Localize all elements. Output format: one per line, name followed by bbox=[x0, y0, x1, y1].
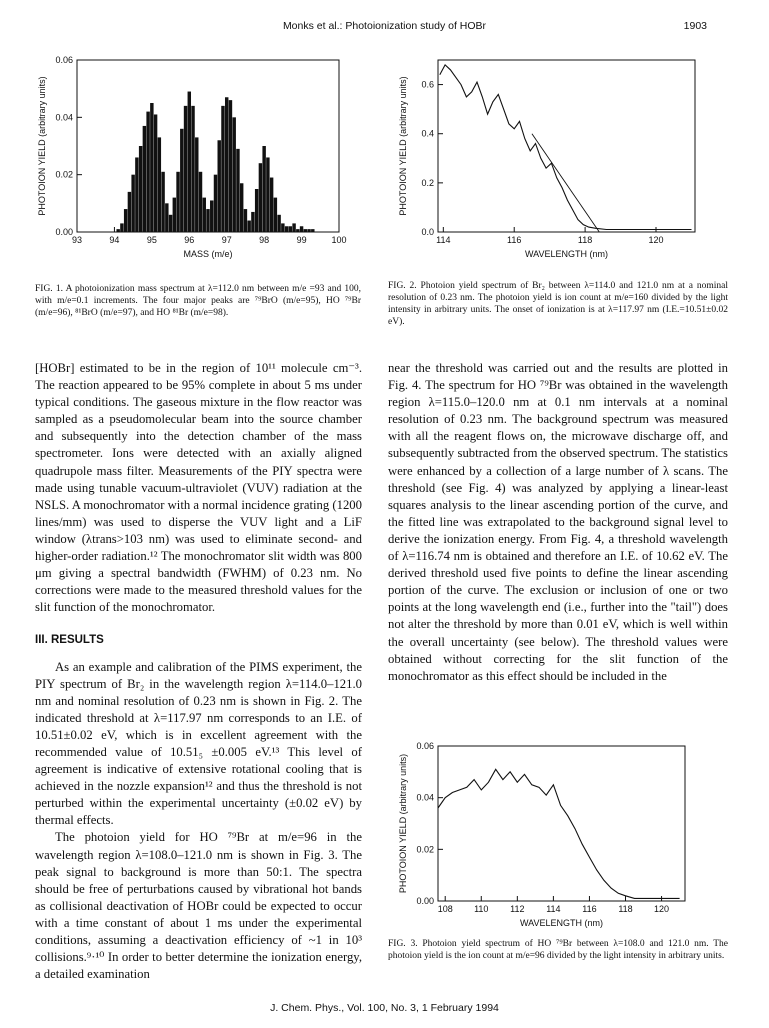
y-tick-label: 0.6 bbox=[421, 79, 434, 90]
plot-frame bbox=[438, 60, 695, 232]
bar bbox=[176, 172, 179, 232]
y-axis-label: PHOTOION YIELD (arbitrary units) bbox=[398, 76, 408, 216]
y-tick-label: 0.4 bbox=[421, 128, 434, 139]
bar bbox=[188, 92, 191, 232]
x-tick-label: 120 bbox=[648, 235, 664, 245]
bar bbox=[180, 129, 183, 232]
bar bbox=[236, 149, 239, 232]
left-text-column bbox=[35, 360, 362, 983]
x-tick-label: 99 bbox=[296, 235, 307, 245]
bar bbox=[289, 226, 292, 232]
bar bbox=[229, 100, 232, 232]
x-axis-label: MASS (m/e) bbox=[183, 249, 233, 259]
y-tick-label: 0.2 bbox=[421, 177, 434, 188]
bar bbox=[277, 215, 280, 232]
bar bbox=[232, 117, 235, 232]
y-axis-label: PHOTOION YIELD (arbitrary units) bbox=[37, 76, 47, 216]
bar bbox=[247, 221, 250, 232]
fig3-svg bbox=[395, 738, 725, 938]
bar bbox=[300, 226, 303, 232]
bar bbox=[307, 229, 310, 232]
x-tick-label: 114 bbox=[546, 904, 561, 914]
data-line bbox=[438, 769, 680, 898]
threshold-fit-line bbox=[532, 134, 599, 232]
bar bbox=[311, 229, 314, 232]
y-tick-label: 0.06 bbox=[416, 741, 434, 751]
x-tick-label: 93 bbox=[71, 235, 83, 245]
x-tick-label: 96 bbox=[184, 235, 195, 245]
bar bbox=[150, 103, 153, 232]
x-tick-label: 118 bbox=[618, 904, 633, 914]
bar bbox=[240, 183, 243, 232]
bar bbox=[161, 172, 164, 232]
journal-footer: J. Chem. Phys., Vol. 100, No. 3, 1 February 1994 bbox=[270, 1002, 499, 1014]
x-tick-label: 114 bbox=[436, 235, 451, 245]
figure-2-caption: FIG. 2. Photoion yield spectrum of Br₂ between λ=114.0 and 121.0 nm at a nominal resolution of 0.23 nm. The photoion yield is ion count at m/e=160 divided by the light intensity in arbitrary units. The onset of ionization is at λ=117.97 nm (I.E.=10.51±0.02 eV). bbox=[388, 281, 728, 327]
y-tick-label: 0.02 bbox=[416, 844, 434, 855]
bar bbox=[124, 209, 127, 232]
bar bbox=[169, 215, 172, 232]
section-heading: III. RESULTS bbox=[35, 634, 104, 647]
bar bbox=[131, 175, 134, 232]
bar bbox=[154, 114, 157, 232]
bar bbox=[206, 209, 209, 232]
bar bbox=[259, 163, 262, 232]
bar bbox=[270, 178, 273, 232]
bar bbox=[296, 229, 299, 232]
bar bbox=[139, 146, 142, 232]
x-tick-label: 120 bbox=[654, 904, 670, 914]
fig2-svg bbox=[395, 52, 725, 274]
bar bbox=[292, 223, 295, 232]
y-tick-label: 0.00 bbox=[55, 227, 73, 237]
bar bbox=[285, 226, 288, 232]
x-axis-label: WAVELENGTH (nm) bbox=[524, 249, 609, 259]
page-number: 1903 bbox=[683, 20, 707, 32]
bar bbox=[143, 126, 146, 232]
bar bbox=[214, 175, 217, 232]
paragraph: The photoion yield for HO ⁷⁹Br at m/e=96 in the wavelength region λ=108.0–121.0 nm is shown in Fig. 3. The peak signal to background is more than 50:1. The spectra should be free of perturbations caused by vibrational hot bands as collisional deactivation of HOBr could be expected to occur with a time constant of about 1 ms under the experimental conditions, assuming a deactivation efficiency of ~1 in 10³ collisions.⁹·¹⁰ In order to better determine the ionization energy, a detailed examination bbox=[35, 830, 362, 982]
bar bbox=[266, 157, 269, 232]
bar bbox=[210, 200, 213, 232]
bar bbox=[184, 106, 187, 232]
bar bbox=[158, 137, 161, 232]
x-tick-label: 118 bbox=[577, 235, 593, 245]
bar bbox=[203, 198, 206, 232]
x-tick-label: 108 bbox=[437, 904, 453, 914]
paragraph: [HOBr] estimated to be in the region of 10¹¹ molecule cm⁻³. The reaction appeared to be 95% complete in about 5 ms under typical conditions. The gaseous mixture in the flow reactor was sampled as a pseudomolecular beam into the source chamber and subsequently into the detection chamber of the mass spectrometer. Ions were detected with an axially aligned quadrupole mass filter. Measurements of the PIY spectra were made using tunable vacuum-ultraviolet (VUV) radiation at the NSLS. A monochromator with a normal incidence grating (1200 lines/mm) was used to disperse the VUV light and a LiF window (λtrans>103 nm) was used to eliminate second- and higher-order radiation.¹² The monochromator slit width was 800 μm giving a spectral bandwidth (FWHM) of 0.23 nm. No corrections were made to the measured threshold values for the slit function of the monochromator. bbox=[35, 361, 362, 615]
paragraph: near the threshold was carried out and the results are plotted in Fig. 4. The spectrum for HO ⁷⁹Br was obtained in the wavelength region λ=115.0–120.0 nm at 0.1 nm intervals at a nominal resolution of 0.23 nm. The background spectrum was measured with all the reagent flows on, the microwave discharge off, and subsequently subtracted from the observed spectrum. The statistics were enhanced by a collection of a large number of λ scans. The threshold (see Fig. 4) was analyzed by applying a linear-least squares analysis to the linear ascending portion of the curve, and the fitted line was extrapolated to the background signal level to derive the ionization energy. From Fig. 4, a threshold wavelength of λ=116.74 nm is obtained and therefore an I.E. of 10.62 eV. The derived threshold used five points to define the linear ascending portion of the curve. The exclusion or inclusion of one or two points at the long wavelength end (i.e., further into the "tail") does not alter the threshold by more than 0.01 eV, which is well within the overall uncertainty (see below). The threshold values were obtained without correcting for the slit function of the monochromator as this effect should be included in the bbox=[388, 361, 728, 683]
bar bbox=[225, 97, 228, 232]
data-line bbox=[440, 65, 692, 230]
paragraph: As an example and calibration of the PIMS experiment, the PIY spectrum of Br₂ in the wavelength region λ=114.0–121.0 nm and nominal resolution of 0.23 nm is shown in Fig. 2. The indicated threshold at λ=117.97 nm corresponds to an I.E. of 10.51±0.02 eV, which is in excellent agreement with the recommended value of 10.51₅ ±0.005 eV.¹³ This level of agreement is indicative of extensive rotational cooling that is achieved in the nozzle expansion¹² and thus the threshold is not perturbed within the experimental uncertainty (±0.02 eV) by thermal effects. bbox=[35, 659, 362, 828]
x-axis-label: WAVELENGTH (nm) bbox=[519, 918, 604, 928]
x-tick-label: 95 bbox=[146, 235, 157, 245]
y-tick-label: 0.04 bbox=[55, 112, 73, 123]
figure-3-caption: FIG. 3. Photoion yield spectrum of HO ⁷⁹Br between λ=108.0 and 121.0 nm. The photoion yield is the ion count at m/e=96 divided by the light intensity in arbitrary units. bbox=[388, 939, 728, 961]
fig1-svg bbox=[30, 52, 360, 274]
bar bbox=[120, 223, 123, 232]
x-tick-label: 112 bbox=[510, 904, 525, 914]
bar bbox=[191, 106, 194, 232]
y-axis-label: PHOTOION YIELD (arbitrary units) bbox=[398, 753, 408, 894]
bar bbox=[173, 198, 176, 232]
x-tick-label: 116 bbox=[582, 904, 597, 914]
x-tick-label: 100 bbox=[331, 235, 347, 245]
bar bbox=[274, 198, 277, 232]
bar bbox=[218, 140, 221, 232]
bar bbox=[304, 229, 307, 232]
y-tick-label: 0.0 bbox=[421, 227, 434, 237]
bar bbox=[116, 229, 119, 232]
x-tick-label: 116 bbox=[507, 235, 522, 245]
running-title: Monks et al.: Photoionization study of HOBr bbox=[282, 20, 487, 32]
x-tick-label: 97 bbox=[221, 235, 232, 245]
bar bbox=[281, 223, 284, 232]
figure-2-br2-spectrum bbox=[395, 52, 725, 274]
bar bbox=[146, 112, 149, 232]
x-tick-label: 94 bbox=[109, 235, 120, 245]
bar bbox=[195, 137, 198, 232]
y-tick-label: 0.04 bbox=[416, 792, 434, 803]
figure-3-hobr-spectrum bbox=[395, 738, 725, 938]
bar bbox=[262, 146, 265, 232]
y-tick-label: 0.06 bbox=[55, 55, 73, 65]
bar bbox=[128, 192, 131, 232]
bar bbox=[251, 212, 254, 232]
plot-frame bbox=[77, 60, 339, 232]
x-tick-label: 110 bbox=[474, 904, 489, 914]
x-tick-label: 98 bbox=[259, 235, 270, 245]
bar bbox=[221, 106, 224, 232]
right-text-column bbox=[388, 360, 728, 685]
y-tick-label: 0.00 bbox=[416, 896, 434, 906]
bar bbox=[135, 157, 138, 232]
y-tick-label: 0.02 bbox=[55, 169, 73, 180]
bar bbox=[199, 172, 202, 232]
plot-frame bbox=[438, 746, 685, 901]
figure-1-caption: FIG. 1. A photoionization mass spectrum at λ=112.0 nm between m/e =93 and 100, with m/e=0.1 increments. The four major peaks are ⁷⁹BrO (m/e=95), HO ⁷⁹Br (m/e=96), ⁸¹BrO (m/e=97), and HO ⁸¹Br (m/e=98). bbox=[35, 284, 361, 318]
bar bbox=[244, 209, 247, 232]
figure-1-mass-spectrum bbox=[30, 52, 360, 274]
bar bbox=[255, 189, 258, 232]
running-header bbox=[0, 20, 769, 36]
bar bbox=[165, 203, 168, 232]
